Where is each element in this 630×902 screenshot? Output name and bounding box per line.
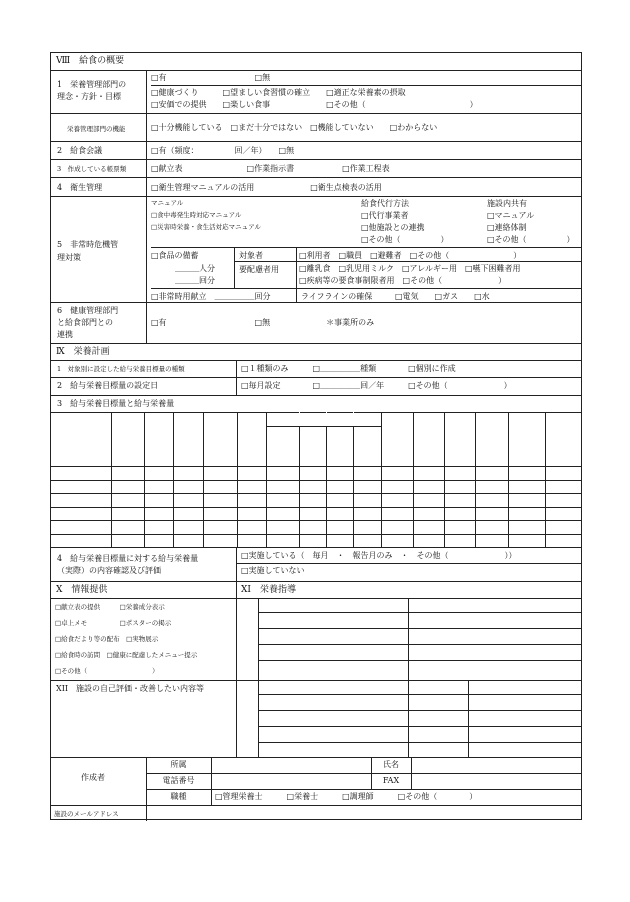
- kyoyu-manual[interactable]: □マニュアル: [487, 211, 535, 220]
- email-label: 施設のメールアドレス: [54, 810, 119, 818]
- stockpile-meals[interactable]: ＿＿＿回分: [175, 276, 215, 285]
- info-item-1[interactable]: □献立表の提供 □栄養成分表示: [55, 603, 165, 611]
- table-cell[interactable]: [354, 521, 381, 533]
- job-label: 職種: [170, 792, 187, 801]
- stockpile-people[interactable]: ＿＿＿人分: [175, 264, 215, 273]
- section-11-title: ⅩⅠ 栄養指導: [241, 585, 296, 595]
- table-cell[interactable]: [476, 521, 508, 533]
- evaluation-options-2[interactable]: □実施していない: [241, 566, 305, 575]
- table-cell[interactable]: [382, 535, 413, 547]
- table-cell[interactable]: [238, 535, 266, 547]
- table-cell[interactable]: [414, 481, 444, 493]
- kyoyu-contact[interactable]: □連絡体制: [487, 223, 527, 232]
- forms-label: 3 作成している帳票類: [57, 165, 127, 173]
- table-cell[interactable]: [238, 521, 266, 533]
- special-needs-label: 要配慮者用: [239, 265, 279, 274]
- table-cell[interactable]: [382, 521, 413, 533]
- affiliation-label: 所属: [170, 760, 187, 769]
- table-cell[interactable]: [174, 481, 203, 493]
- table-cell[interactable]: [300, 521, 326, 533]
- meal-meeting-label: 2 給食会議: [57, 146, 103, 155]
- section-8-title: Ⅷ 給食の概要: [56, 56, 125, 66]
- table-cell[interactable]: [327, 535, 353, 547]
- table-cell[interactable]: [327, 494, 353, 506]
- table-cell[interactable]: [546, 521, 581, 533]
- table-cell[interactable]: [476, 467, 508, 479]
- table-cell[interactable]: [327, 508, 353, 520]
- phone-label: 電話番号: [162, 776, 195, 785]
- table-cell[interactable]: [445, 508, 475, 520]
- daiko-facility[interactable]: □他施設との連携: [361, 223, 425, 232]
- nutrition-table-label: 3 給与栄養目標量と給与栄養量: [57, 399, 175, 408]
- table-cell[interactable]: [414, 494, 444, 506]
- special-needs-options-1[interactable]: □離乳食 □乳児用ミルク □アレルギー用 □嚥下困難者用: [299, 264, 521, 273]
- table-cell[interactable]: [382, 508, 413, 520]
- table-cell[interactable]: [204, 494, 237, 506]
- table-cell[interactable]: [476, 494, 508, 506]
- table-cell[interactable]: [145, 521, 173, 533]
- target-types-options[interactable]: □１種類のみ □＿＿＿＿＿種類 □個別に作成: [241, 364, 456, 373]
- table-cell[interactable]: [112, 508, 144, 520]
- manual-title: マニュアル: [151, 199, 184, 207]
- table-cell[interactable]: [112, 481, 144, 493]
- table-cell[interactable]: [238, 467, 266, 479]
- table-cell[interactable]: [445, 521, 475, 533]
- table-cell[interactable]: [174, 535, 203, 547]
- section-9-title: Ⅸ 栄養計画: [56, 347, 110, 357]
- table-cell[interactable]: [546, 508, 581, 520]
- table-cell[interactable]: [414, 508, 444, 520]
- name-label: 氏名: [383, 760, 399, 769]
- health-dept-options[interactable]: □有 □無 ＊事業所のみ: [151, 318, 375, 327]
- philosophy-label: 1 栄養管理部門の 理念・方針・目標: [57, 80, 127, 101]
- table-cell[interactable]: [546, 467, 581, 479]
- table-cell[interactable]: [354, 494, 381, 506]
- table-cell[interactable]: [476, 508, 508, 520]
- info-item-2[interactable]: □卓上メモ □ポスターの掲示: [55, 619, 172, 627]
- table-cell[interactable]: [145, 494, 173, 506]
- manual-food-poisoning[interactable]: □食中毒発生時対応マニュアル: [151, 211, 242, 219]
- meal-meeting-options[interactable]: □有（頻度： 回／年） □無: [151, 146, 295, 155]
- fax-label: FAX: [382, 776, 400, 785]
- table-cell[interactable]: [382, 467, 413, 479]
- stockpile-title[interactable]: □食品の備蓄: [151, 251, 199, 260]
- daiko-title: 給食代行方法: [361, 199, 409, 208]
- table-cell[interactable]: [238, 494, 266, 506]
- table-cell[interactable]: [300, 494, 326, 506]
- table-cell[interactable]: [327, 467, 353, 479]
- daiko-other[interactable]: □その他（ ）: [361, 235, 449, 244]
- manual-disaster[interactable]: □災害時栄養・食生活対応マニュアル: [151, 223, 261, 231]
- table-cell[interactable]: [267, 521, 299, 533]
- kyoyu-other[interactable]: □その他（ ）: [487, 235, 575, 244]
- table-cell[interactable]: [112, 535, 144, 547]
- info-item-5[interactable]: □その他（ ）: [55, 667, 159, 675]
- table-cell[interactable]: [267, 508, 299, 520]
- table-cell[interactable]: [145, 535, 173, 547]
- table-cell[interactable]: [327, 521, 353, 533]
- table-cell[interactable]: [267, 494, 299, 506]
- table-cell[interactable]: [509, 494, 545, 506]
- philosophy-options-1[interactable]: □健康づくり □望ましい食習慣の確立 □適正な栄養素の摂取: [151, 88, 406, 97]
- table-cell[interactable]: [414, 467, 444, 479]
- function-options[interactable]: □十分機能している □まだ十分ではない □機能していない □わからない: [151, 123, 438, 132]
- table-cell[interactable]: [509, 535, 545, 547]
- table-cell[interactable]: [509, 521, 545, 533]
- table-cell[interactable]: [509, 467, 545, 479]
- table-cell[interactable]: [476, 481, 508, 493]
- table-cell[interactable]: [354, 535, 381, 547]
- table-cell[interactable]: [300, 467, 326, 479]
- philosophy-options-2[interactable]: □安価での提供 □楽しい食事 □その他（ ）: [151, 100, 478, 109]
- table-cell[interactable]: [174, 494, 203, 506]
- table-cell[interactable]: [204, 508, 237, 520]
- target-types-label: 1 対象別に設定した給与栄養目標量の種類: [57, 365, 185, 373]
- info-item-4[interactable]: □給食時の訪問 □健康に配慮したメニュー提示: [55, 651, 198, 659]
- table-cell[interactable]: [445, 467, 475, 479]
- table-cell[interactable]: [174, 467, 203, 479]
- table-cell[interactable]: [238, 481, 266, 493]
- lifeline-options[interactable]: □電気 □ガス □水: [395, 292, 490, 301]
- table-cell[interactable]: [476, 535, 508, 547]
- table-cell[interactable]: [238, 508, 266, 520]
- table-cell[interactable]: [445, 481, 475, 493]
- table-cell[interactable]: [145, 467, 173, 479]
- table-cell[interactable]: [145, 481, 173, 493]
- nutrition-survey-form: [50, 52, 582, 820]
- setting-date-options[interactable]: □毎月設定 □＿＿＿＿＿回／年 □その他（ ）: [241, 381, 512, 390]
- setting-date-label: 2 給与栄養目標量の設定日: [57, 381, 159, 390]
- table-cell[interactable]: [145, 508, 173, 520]
- table-cell[interactable]: [354, 481, 381, 493]
- evaluation-label: 4 給与栄養目標量に対する給与栄養量 （実際）の内容確認及び評価: [57, 554, 199, 575]
- target-label: 対象者: [239, 251, 263, 260]
- special-needs-options-2[interactable]: □疾病等の要食事制限者用 □その他（ ）: [299, 276, 507, 285]
- hygiene-options[interactable]: □衛生管理マニュアルの活用 □衛生点検表の活用: [151, 183, 382, 192]
- function-label: 栄養管理部門の機能: [67, 125, 126, 133]
- table-cell[interactable]: [546, 494, 581, 506]
- table-cell[interactable]: [112, 467, 144, 479]
- table-cell[interactable]: [445, 535, 475, 547]
- health-dept-label: 6 健康管理部門 と給食部門との 連携: [57, 306, 119, 339]
- table-cell[interactable]: [414, 521, 444, 533]
- author-label: 作成者: [81, 773, 105, 782]
- table-cell[interactable]: [509, 508, 545, 520]
- table-cell[interactable]: [267, 535, 299, 547]
- lifeline-label: ライフラインの確保: [301, 292, 373, 301]
- table-cell[interactable]: [546, 481, 581, 493]
- table-cell[interactable]: [546, 535, 581, 547]
- table-cell[interactable]: [382, 494, 413, 506]
- table-cell[interactable]: [174, 508, 203, 520]
- emergency-menu[interactable]: □非常時用献立 ＿＿＿＿＿回分: [151, 292, 271, 301]
- forms-options[interactable]: □献立表 □作業指示書 □作業工程表: [151, 164, 390, 173]
- table-cell[interactable]: [445, 494, 475, 506]
- table-cell[interactable]: [204, 467, 237, 479]
- table-cell[interactable]: [267, 467, 299, 479]
- table-cell[interactable]: [354, 467, 381, 479]
- table-cell[interactable]: [267, 481, 299, 493]
- table-cell[interactable]: [112, 494, 144, 506]
- table-cell[interactable]: [414, 535, 444, 547]
- table-cell[interactable]: [204, 521, 237, 533]
- evaluation-options-1[interactable]: □実施している（ 毎月 ・ 報告月のみ ・ その他（ ））: [241, 551, 517, 560]
- section-12-title: ⅩⅠⅠ 施設の自己評価・改善したい内容等: [56, 684, 205, 693]
- kyoyu-title: 施設内共有: [487, 199, 527, 208]
- daiko-vendor[interactable]: □代行事業者: [361, 211, 409, 220]
- table-cell[interactable]: [112, 521, 144, 533]
- hygiene-label: 4 衛生管理: [57, 183, 103, 192]
- table-cell[interactable]: [354, 508, 381, 520]
- table-cell[interactable]: [300, 481, 326, 493]
- table-cell[interactable]: [327, 481, 353, 493]
- emergency-label: 5 非常時危機管 理対策: [57, 240, 119, 262]
- table-cell[interactable]: [382, 481, 413, 493]
- philosophy-yes-no[interactable]: □有 □無: [151, 73, 271, 82]
- target-options[interactable]: □利用者 □職員 □避難者 □その他（ ）: [299, 251, 522, 260]
- table-cell[interactable]: [300, 535, 326, 547]
- table-cell[interactable]: [300, 508, 326, 520]
- table-cell[interactable]: [174, 521, 203, 533]
- table-cell[interactable]: [204, 535, 237, 547]
- info-item-3[interactable]: □給食だより等の配布 □実物展示: [55, 635, 159, 643]
- table-cell[interactable]: [509, 481, 545, 493]
- table-cell[interactable]: [204, 481, 237, 493]
- section-10-title: Ⅹ 情報提供: [56, 585, 108, 595]
- job-options[interactable]: □管理栄養士 □栄養士 □調理師 □その他（ ）: [215, 792, 478, 801]
